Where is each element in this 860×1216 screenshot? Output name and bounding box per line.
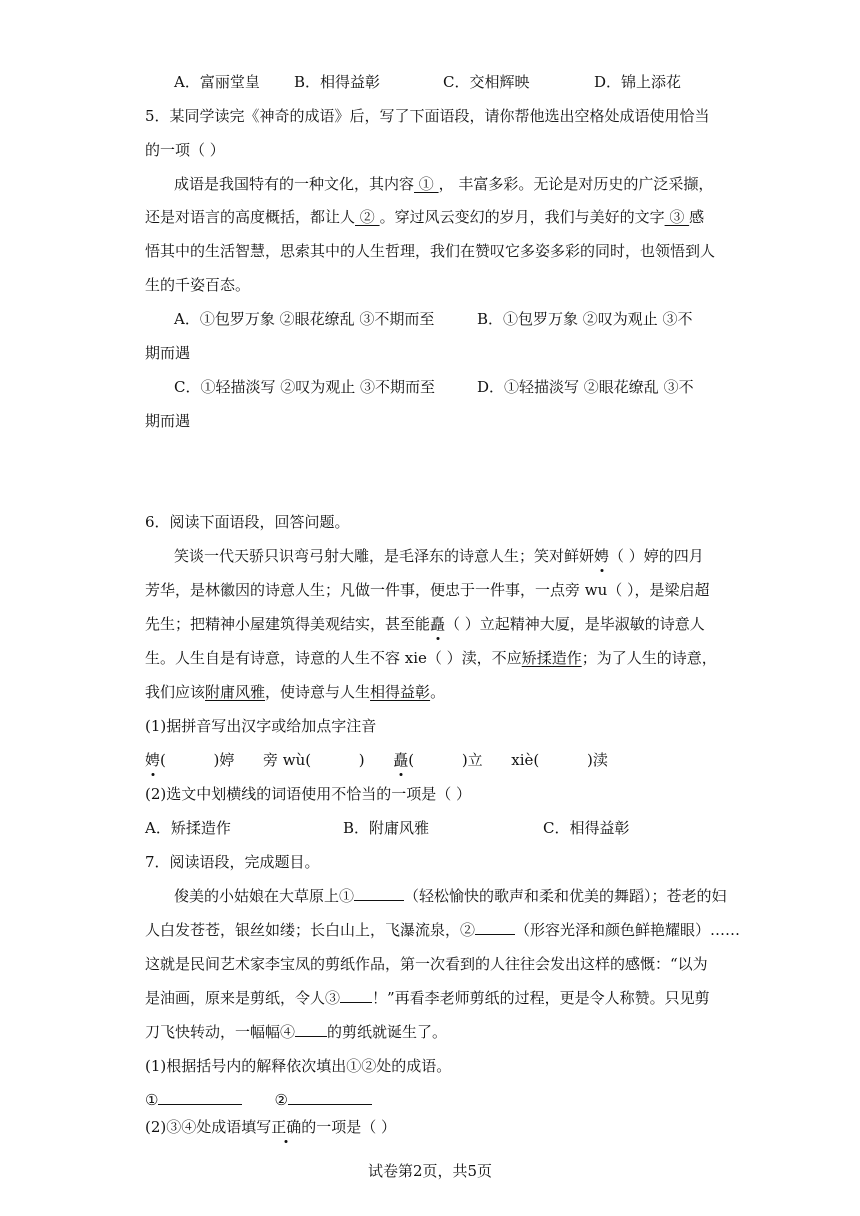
q6-passage-line4: 生。人生自是有诗意，诗意的人生不容 xie（ ）渎，不应矫揉造作；为了人生的诗意， (145, 649, 717, 667)
q7-stem: 7．阅读语段，完成题目。 (145, 853, 320, 871)
q6-dotted-char-2: 矗 (430, 615, 446, 633)
q5-passage-line1: 成语是我国特有的一种文化，其内容 ① ， 丰富多彩。无论是对历史的广泛采撷， (174, 175, 714, 193)
q6-fill-dotted-char-1: 娉 (145, 751, 161, 769)
q5-option-c: C．①轻描淡写 ②叹为观止 ③不期而至 (174, 378, 436, 396)
q7-dotted-word: 正确 (271, 1118, 302, 1136)
q5-option-b-cont: 期而遇 (145, 344, 191, 362)
q5-passage-line2: 还是对语言的高度概括，都让人 ② 。穿过风云变幻的岁月，我们与美好的文字 ③ 感 (145, 208, 705, 226)
q7-sub1-prompt: (1)根据括号内的解释依次填出①②处的成语。 (145, 1057, 452, 1075)
q5-passage-line3: 悟其中的生活智慧，思索其中的人生哲理，我们在赞叹它多姿多彩的同时，也领悟到人 (145, 242, 716, 260)
q5-passage-line4: 生的千姿百态。 (145, 276, 251, 294)
q5-stem-line2: 的一项（ ） (145, 141, 225, 159)
q7-blank-2 (475, 920, 515, 935)
q7-blank-1 (354, 886, 404, 901)
q7-passage-line4: 是油画，原来是剪纸，令人③ ！”再看李老师剪纸的过程，更是令人称赞。只见剪 (145, 989, 710, 1007)
q7-passage-line3: 这就是民间艺术家李宝凤的剪纸作品，第一次看到的人往往会发出这样的感慨：“以为 (145, 955, 708, 973)
q4-option-b: B．相得益彰 (294, 73, 381, 91)
q6-underlined-phrase-3: 相得益彰 (370, 683, 431, 701)
q5-option-d-cont: 期而遇 (145, 412, 191, 430)
q5-blank-2: ② (355, 208, 380, 226)
q6-passage-line1: 笑谈一代天骄只识弯弓射大雕，是毛泽东的诗意人生；笑对鲜妍娉（ ）婷的四月 (174, 547, 704, 565)
q6-option-a: A．矫揉造作 (145, 819, 231, 837)
q6-option-b: B．附庸风雅 (343, 819, 430, 837)
q7-blank-3 (340, 988, 372, 1003)
q6-passage-line2: 芳华，是林徽因的诗意人生；凡做一件事，便忠于一件事，一点旁 wu（ ），是梁启超 (145, 581, 710, 599)
q5-option-d: D．①轻描淡写 ②眼花缭乱 ③不 (477, 378, 694, 396)
q6-sub1-prompt: (1)据拼音写出汉字或给加点字注音 (145, 717, 377, 735)
q7-passage-line1: 俊美的小姑娘在大草原上① （轻松愉快的歌声和柔和优美的舞蹈）；苍老的妇 (174, 887, 727, 905)
page-footer: 试卷第2页，共5页 (367, 1162, 493, 1180)
q6-underlined-phrase-1: 矫揉造作 (521, 649, 582, 667)
q5-option-b: B．①包罗万象 ②叹为观止 ③不 (477, 310, 693, 328)
q7-sub1-fill-line: ① ② (145, 1090, 372, 1110)
q5-blank-1: ① (414, 175, 439, 193)
q7-blank-4 (295, 1022, 327, 1037)
q4-option-c: C．交相辉映 (443, 73, 530, 91)
q6-passage-line5: 我们应该附庸风雅，使诗意与人生相得益彰。 (145, 683, 446, 701)
q7-passage-line2: 人白发苍苍，银丝如缕；长白山上，飞瀑流泉，② （形容光泽和颜色鲜艳耀眼）…… (145, 921, 741, 939)
q6-fill-dotted-char-2: 矗 (393, 751, 409, 769)
q5-stem-line1: 5．某同学读完《神奇的成语》后，写了下面语段，请你帮他选出空格处成语使用恰当 (145, 107, 710, 125)
q6-option-c: C．相得益彰 (543, 819, 630, 837)
q4-option-a: A．富丽堂皇 (174, 73, 260, 91)
q6-stem: 6．阅读下面语段，回答问题。 (145, 513, 350, 531)
q7-sub2-prompt: (2)③④处成语填写正确的一项是（ ） (145, 1118, 397, 1136)
q7-answer-blank-1 (158, 1090, 242, 1105)
q5-blank-3: ③ (664, 208, 690, 226)
q7-answer-blank-2 (288, 1090, 372, 1105)
q5-option-a: A．①包罗万象 ②眼花缭乱 ③不期而至 (174, 310, 435, 328)
q6-underlined-phrase-2: 附庸风雅 (205, 683, 266, 701)
q6-dotted-char-1: 娉 (594, 547, 610, 565)
q6-passage-line3: 先生；把精神小屋建筑得美观结实，甚至能矗（ ）立起精神大厦，是毕淑敏的诗意人 (145, 615, 705, 633)
q4-option-d: D．锦上添花 (594, 73, 682, 91)
q6-sub1-fill-line: 娉( )婷 旁 wù( ) 矗( )立 xiè( )渎 (145, 751, 608, 769)
q6-sub2-prompt: (2)选文中划横线的词语使用不恰当的一项是（ ） (145, 785, 472, 803)
q7-passage-line5: 刀飞快转动，一幅幅④ 的剪纸就诞生了。 (145, 1023, 448, 1041)
